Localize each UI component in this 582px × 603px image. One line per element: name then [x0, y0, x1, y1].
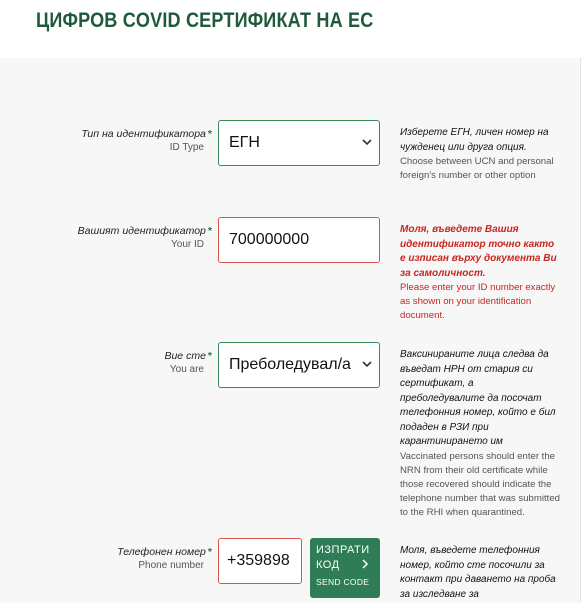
your-id-label-en: Your ID	[171, 239, 204, 250]
send-code-label-en: SEND CODE	[316, 577, 370, 587]
you-are-label-en: You are	[169, 364, 204, 375]
send-code-label-bg: ИЗПРАТИ КОД	[316, 544, 370, 571]
phone-label-en: Phone number	[138, 560, 204, 571]
form-area	[0, 58, 581, 603]
your-id-help	[400, 223, 560, 324]
page-title: ЦИФРОВ COVID СЕРТИФИКАТ НА ЕС	[36, 9, 374, 32]
id-type-label	[40, 127, 212, 155]
send-code-button[interactable]	[310, 538, 380, 598]
chevron-right-icon	[360, 558, 370, 570]
phone-help-bg: Моля, въведете телефонния номер, който сте посочили за контакт при даването на проба за изследване за	[400, 545, 556, 600]
id-type-help-bg: Изберете ЕГН, личен номер на чужденец или друга опция.	[400, 127, 549, 153]
you-are-help-en: Vaccinated persons should enter the NRN from their old certificate while those recovered should indicate the telephone number that was submitted to the RHI when quarantined.	[400, 450, 560, 519]
your-id-error-bg: Моля, въведете Вашия идентификатор точно както е изписан върху документа Ви за самоличност.	[400, 224, 557, 279]
id-type-value: ЕГН	[229, 134, 260, 151]
phone-label	[40, 545, 212, 573]
chevron-down-icon	[361, 358, 373, 370]
phone-help	[400, 544, 560, 602]
you-are-help	[400, 348, 560, 521]
required-mark: *	[207, 128, 212, 140]
phone-label-bg: Телефонен номер	[117, 546, 206, 558]
page-header	[0, 0, 582, 59]
required-mark: *	[207, 546, 212, 558]
phone-value: +359898	[227, 552, 290, 569]
your-id-label	[40, 224, 212, 252]
id-type-label-bg: Тип на идентификатора	[81, 128, 206, 140]
you-are-help-bg: Ваксинираните лица следва да въведат НРН от стария си сертификат, а преболедувалите да посочат телефонния номер, който е бил подаден в РЗИ при карантинирането им	[400, 349, 556, 447]
id-type-help-en: Choose between UCN and personal foreign's number or other option	[400, 156, 554, 182]
your-id-value: 700000000	[229, 231, 310, 248]
required-mark: *	[207, 350, 212, 362]
chevron-down-icon	[361, 136, 373, 148]
phone-input[interactable]	[218, 538, 302, 584]
id-type-label-en: ID Type	[169, 142, 204, 153]
you-are-label	[40, 349, 212, 377]
id-type-help	[400, 126, 560, 183]
id-type-select[interactable]	[218, 120, 380, 166]
required-mark: *	[207, 225, 212, 237]
you-are-label-bg: Вие сте	[164, 350, 206, 362]
your-id-error-en: Please enter your ID number exactly as shown on your identification document.	[400, 282, 556, 322]
your-id-label-bg: Вашият идентификатор	[77, 225, 206, 237]
your-id-input[interactable]	[218, 217, 380, 263]
you-are-value: Преболедувал/а	[229, 356, 351, 373]
you-are-select[interactable]	[218, 342, 380, 388]
